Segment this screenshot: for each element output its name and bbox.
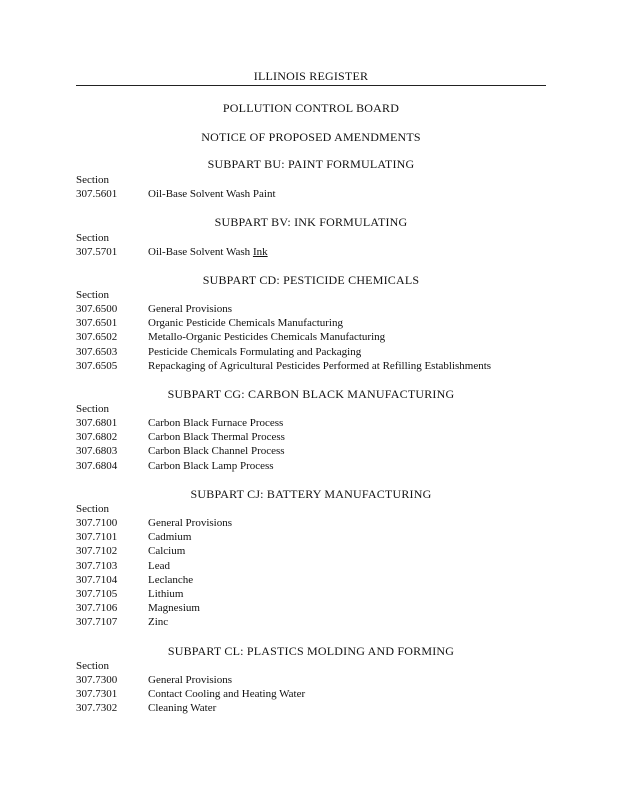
subpart-bv-title: SUBPART BV: INK FORMULATING: [214, 215, 408, 229]
section-number: 307.6503: [76, 346, 118, 358]
section-label: Section: [76, 232, 109, 244]
section-row: [76, 530, 191, 544]
section-number: 307.6802: [76, 431, 118, 443]
section-row: [76, 359, 491, 373]
section-label: Section: [76, 174, 109, 186]
section-label: Section: [76, 503, 109, 515]
section-title: Oil-Base Solvent Wash Paint: [148, 188, 276, 200]
section-label: Section: [76, 403, 109, 415]
section-number: 307.7103: [76, 560, 118, 572]
agency-name: POLLUTION CONTROL BOARD: [222, 101, 400, 115]
section-row: [76, 615, 168, 629]
section-row: [76, 544, 185, 558]
section-number: 307.7102: [76, 545, 118, 557]
section-title: Zinc: [148, 616, 169, 628]
section-number: 307.7100: [76, 517, 118, 529]
section-title-underlined: Ink: [252, 246, 268, 258]
section-number: 307.6502: [76, 331, 118, 343]
section-row: [76, 444, 285, 458]
section-number: 307.7104: [76, 574, 118, 586]
section-title: Organic Pesticide Chemicals Manufacturing: [148, 317, 343, 329]
section-title: Contact Cooling and Heating Water: [148, 688, 306, 700]
section-row: [76, 559, 170, 573]
section-number: 307.6505: [76, 360, 118, 372]
section-number: 307.7105: [76, 588, 118, 600]
section-title: Carbon Black Lamp Process: [148, 460, 274, 472]
section-number: 307.5701: [76, 246, 118, 258]
subpart-cl-title: SUBPART CL: PLASTICS MOLDING AND FORMING: [167, 644, 455, 658]
section-row: [76, 316, 343, 330]
section-label: Section: [76, 660, 109, 672]
section-number: 307.5601: [76, 188, 118, 200]
section-row: [76, 345, 361, 359]
section-title: Lithium: [148, 588, 184, 600]
section-number: 307.7106: [76, 602, 118, 614]
section-title: Cleaning Water: [148, 702, 217, 714]
section-title: Carbon Black Furnace Process: [148, 417, 284, 429]
section-row: [76, 459, 274, 473]
section-label: Section: [76, 289, 109, 301]
section-number: 307.6501: [76, 317, 118, 329]
section-title: Repackaging of Agricultural Pesticides Performed at Refilling Establishments: [148, 360, 492, 372]
section-row: [76, 601, 200, 615]
section-title: Cadmium: [148, 531, 192, 543]
section-title: General Provisions: [148, 517, 233, 529]
section-number: 307.6801: [76, 417, 118, 429]
page-header: ILLINOIS REGISTER: [253, 69, 369, 83]
section-number: 307.7301: [76, 688, 118, 700]
header-rule: [76, 85, 546, 86]
section-row: [76, 516, 232, 530]
section-title: General Provisions: [148, 303, 233, 315]
section-title: General Provisions: [148, 674, 233, 686]
section-number: 307.6803: [76, 445, 118, 457]
section-title: Calcium: [148, 545, 186, 557]
section-number: 307.6804: [76, 460, 118, 472]
section-row: [76, 330, 385, 344]
section-title: Pesticide Chemicals Formulating and Packaging: [148, 346, 362, 358]
section-title: Metallo-Organic Pesticides Chemicals Manufacturing: [148, 331, 386, 343]
section-row: [76, 673, 232, 687]
subpart-cj-title: SUBPART CJ: BATTERY MANUFACTURING: [190, 487, 432, 501]
section-row: [76, 302, 232, 316]
section-row: [76, 430, 285, 444]
section-number: 307.7302: [76, 702, 118, 714]
section-title: Magnesium: [148, 602, 200, 614]
section-title: Carbon Black Thermal Process: [148, 431, 285, 443]
section-row: [76, 587, 183, 601]
subpart-cd-title: SUBPART CD: PESTICIDE CHEMICALS: [202, 273, 420, 287]
section-number: 307.7107: [76, 616, 118, 628]
section-title: Carbon Black Channel Process: [148, 445, 285, 457]
section-title: Leclanche: [148, 574, 194, 586]
subpart-cg-title: SUBPART CG: CARBON BLACK MANUFACTURING: [167, 387, 455, 401]
section-title-text: Oil-Base Solvent Wash: [148, 246, 253, 258]
section-row: [76, 687, 305, 701]
section-title: Lead: [148, 560, 170, 572]
section-row: [76, 573, 193, 587]
section-row: [76, 245, 268, 259]
section-row: [76, 187, 276, 201]
section-number: 307.7300: [76, 674, 118, 686]
section-row: [76, 416, 283, 430]
section-row: [76, 701, 216, 715]
section-title: [148, 245, 268, 259]
section-number: 307.6500: [76, 303, 118, 315]
section-number: 307.7101: [76, 531, 118, 543]
subpart-bu-title: SUBPART BU: PAINT FORMULATING: [207, 157, 415, 171]
notice-title: NOTICE OF PROPOSED AMENDMENTS: [201, 130, 421, 144]
